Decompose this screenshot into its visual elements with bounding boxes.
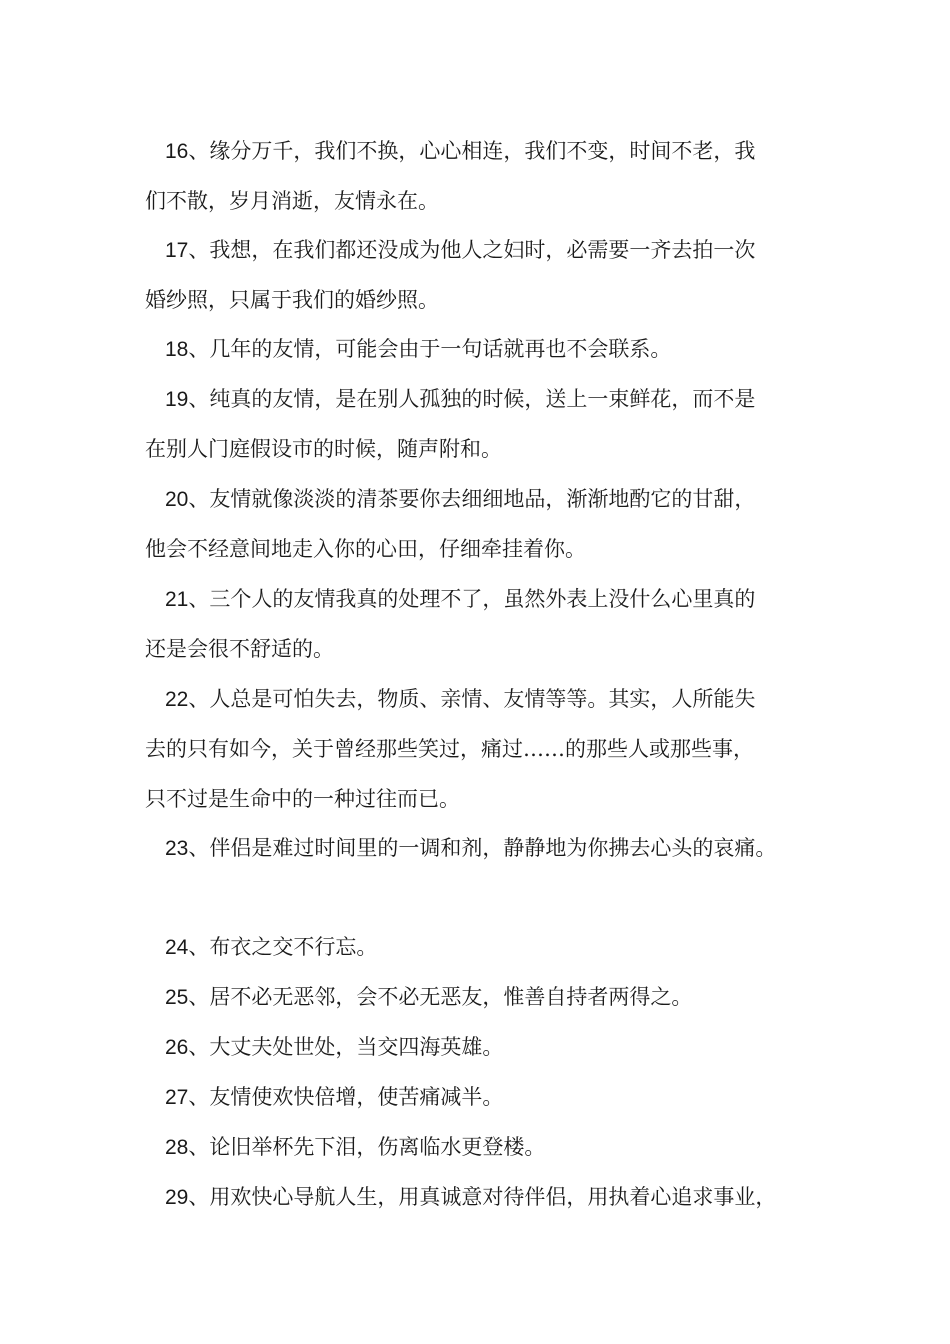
line-text: 、布衣之交不行忘。 [188, 935, 378, 959]
paragraph-line [145, 634, 334, 664]
paragraph-line [165, 1182, 776, 1212]
line-text: 、三个人的友情我真的处理不了，虽然外表上没什么心里真的 [188, 587, 756, 611]
paragraph-line [165, 833, 776, 863]
line-text: 婚纱照，只属于我们的婚纱照。 [145, 288, 439, 312]
paragraph-line [165, 1132, 545, 1162]
line-text: 、居不必无恶邻，会不必无恶友，惟善自持者两得之。 [188, 985, 693, 1009]
item-number: 18 [165, 338, 189, 361]
line-text: 、论旧举杯先下泪，伤离临水更登楼。 [188, 1135, 546, 1159]
line-text: 他会不经意间地走入你的心田，仔细牵挂着你。 [145, 537, 586, 561]
line-text: 、我想，在我们都还没成为他人之妇时，必需要一齐去拍一次 [188, 238, 756, 262]
paragraph-line [165, 235, 755, 265]
item-number: 23 [165, 837, 189, 860]
line-text: 、伴侣是难过时间里的一调和剂，静静地为你拂去心头的哀痛。 [188, 836, 777, 860]
line-text: 在别人门庭假设市的时候，随声附和。 [145, 437, 502, 461]
line-text: 只不过是生命中的一种过往而已。 [145, 787, 460, 811]
item-number: 25 [165, 986, 189, 1009]
paragraph-line [145, 285, 439, 315]
line-text: 、友情使欢快倍增，使苦痛减半。 [188, 1085, 504, 1109]
paragraph-line [165, 1032, 503, 1062]
paragraph-line [165, 1082, 503, 1112]
paragraph-line [165, 484, 755, 514]
item-number: 26 [165, 1036, 189, 1059]
paragraph-line [145, 534, 586, 564]
item-number: 22 [165, 688, 189, 711]
paragraph-line [165, 932, 377, 962]
line-text: 、纯真的友情，是在别人孤独的时候，送上一束鲜花，而不是 [188, 387, 756, 411]
item-number: 24 [165, 936, 189, 959]
line-text: 们不散，岁月消逝，友情永在。 [145, 189, 439, 213]
line-text: 、几年的友情，可能会由于一句话就再也不会联系。 [188, 337, 672, 361]
paragraph-line [145, 734, 754, 764]
line-text: 、人总是可怕失去，物质、亲情、友情等等。其实，人所能失 [188, 687, 756, 711]
line-text: 、大丈夫处世处，当交四海英雄。 [188, 1035, 504, 1059]
item-number: 29 [165, 1186, 189, 1209]
item-number: 19 [165, 388, 189, 411]
line-text: 、用欢快心导航人生，用真诚意对待伴侣，用执着心追求事业， [188, 1185, 777, 1209]
paragraph-line [145, 784, 460, 814]
line-text: 、友情就像淡淡的清茶要你去细细地品，渐渐地酌它的甘甜， [188, 487, 756, 511]
item-number: 16 [165, 140, 189, 163]
paragraph-line [145, 186, 439, 216]
item-number: 17 [165, 239, 189, 262]
paragraph-line [165, 334, 671, 364]
paragraph-line [165, 384, 755, 414]
item-number: 20 [165, 488, 189, 511]
item-number: 21 [165, 588, 189, 611]
line-text: 去的只有如今，关于曾经那些笑过，痛过……的那些人或那些事， [145, 737, 754, 761]
paragraph-line [165, 136, 755, 166]
line-text: 还是会很不舒适的。 [145, 637, 334, 661]
paragraph-line [165, 584, 755, 614]
paragraph-line [145, 434, 502, 464]
item-number: 28 [165, 1136, 189, 1159]
item-number: 27 [165, 1086, 189, 1109]
line-text: 、缘分万千，我们不换，心心相连，我们不变，时间不老，我 [188, 139, 756, 163]
paragraph-line [165, 982, 692, 1012]
paragraph-line [165, 684, 755, 714]
